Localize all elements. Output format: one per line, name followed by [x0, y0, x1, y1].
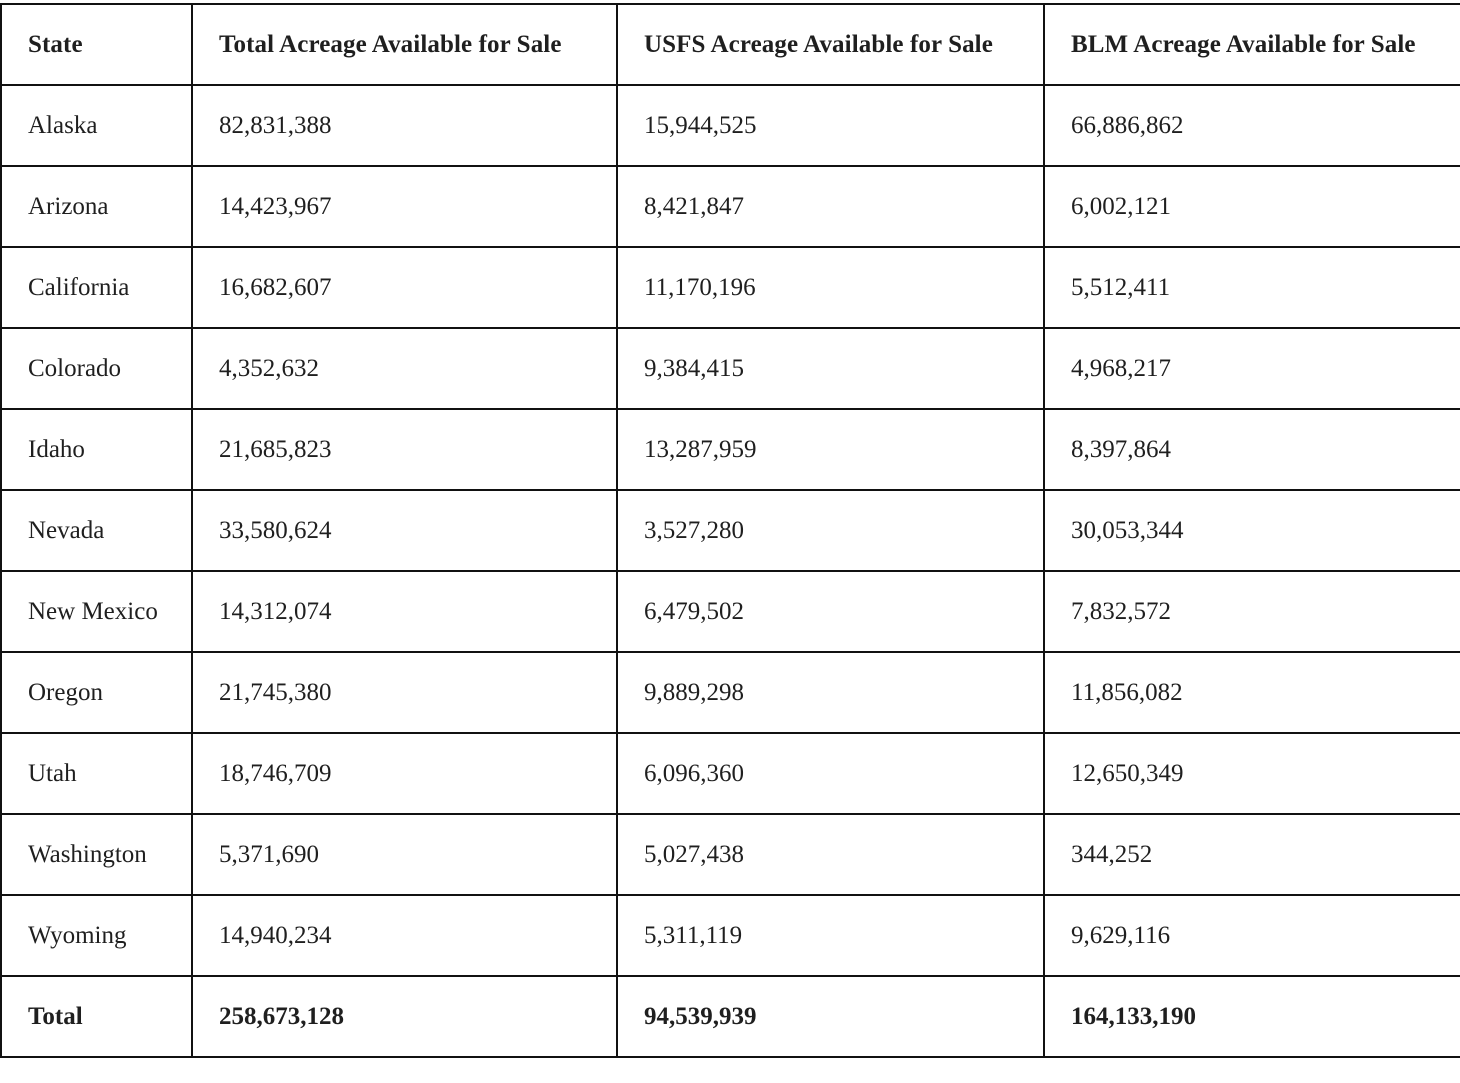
cell-total: 82,831,388 — [192, 85, 617, 166]
cell-usfs: 13,287,959 — [617, 409, 1044, 490]
cell-state: Wyoming — [1, 895, 192, 976]
cell-total: 21,745,380 — [192, 652, 617, 733]
cell-state: Utah — [1, 733, 192, 814]
table-row — [1, 733, 1460, 814]
total-acreage-sum: 258,673,128 — [192, 976, 617, 1057]
cell-blm: 4,968,217 — [1044, 328, 1460, 409]
cell-state: Alaska — [1, 85, 192, 166]
cell-blm: 6,002,121 — [1044, 166, 1460, 247]
cell-total: 14,940,234 — [192, 895, 617, 976]
cell-blm: 5,512,411 — [1044, 247, 1460, 328]
cell-blm: 11,856,082 — [1044, 652, 1460, 733]
cell-usfs: 6,096,360 — [617, 733, 1044, 814]
cell-total: 18,746,709 — [192, 733, 617, 814]
cell-total: 16,682,607 — [192, 247, 617, 328]
cell-blm: 9,629,116 — [1044, 895, 1460, 976]
header-blm-acreage: BLM Acreage Available for Sale — [1044, 4, 1460, 85]
cell-usfs: 5,311,119 — [617, 895, 1044, 976]
cell-total: 4,352,632 — [192, 328, 617, 409]
table-row — [1, 247, 1460, 328]
acreage-table — [0, 3, 1460, 1058]
cell-blm: 66,886,862 — [1044, 85, 1460, 166]
cell-blm: 12,650,349 — [1044, 733, 1460, 814]
table-row — [1, 409, 1460, 490]
cell-blm: 30,053,344 — [1044, 490, 1460, 571]
cell-state: Washington — [1, 814, 192, 895]
cell-usfs: 3,527,280 — [617, 490, 1044, 571]
table-row — [1, 328, 1460, 409]
table-row — [1, 652, 1460, 733]
total-label: Total — [1, 976, 192, 1057]
acreage-table-container — [0, 3, 1460, 1058]
cell-state: New Mexico — [1, 571, 192, 652]
cell-state: Colorado — [1, 328, 192, 409]
header-usfs-acreage: USFS Acreage Available for Sale — [617, 4, 1044, 85]
cell-state: Nevada — [1, 490, 192, 571]
cell-total: 5,371,690 — [192, 814, 617, 895]
cell-blm: 8,397,864 — [1044, 409, 1460, 490]
table-header-row — [1, 4, 1460, 85]
cell-total: 33,580,624 — [192, 490, 617, 571]
cell-state: Idaho — [1, 409, 192, 490]
cell-usfs: 8,421,847 — [617, 166, 1044, 247]
cell-state: Arizona — [1, 166, 192, 247]
cell-usfs: 11,170,196 — [617, 247, 1044, 328]
table-total-row — [1, 976, 1460, 1057]
cell-usfs: 15,944,525 — [617, 85, 1044, 166]
cell-total: 14,312,074 — [192, 571, 617, 652]
header-total-acreage: Total Acreage Available for Sale — [192, 4, 617, 85]
table-row — [1, 895, 1460, 976]
cell-usfs: 9,889,298 — [617, 652, 1044, 733]
cell-blm: 344,252 — [1044, 814, 1460, 895]
table-row — [1, 166, 1460, 247]
usfs-acreage-sum: 94,539,939 — [617, 976, 1044, 1057]
table-row — [1, 814, 1460, 895]
cell-usfs: 5,027,438 — [617, 814, 1044, 895]
table-row — [1, 85, 1460, 166]
header-state: State — [1, 4, 192, 85]
cell-total: 14,423,967 — [192, 166, 617, 247]
cell-state: California — [1, 247, 192, 328]
cell-usfs: 6,479,502 — [617, 571, 1044, 652]
cell-state: Oregon — [1, 652, 192, 733]
blm-acreage-sum: 164,133,190 — [1044, 976, 1460, 1057]
cell-blm: 7,832,572 — [1044, 571, 1460, 652]
cell-usfs: 9,384,415 — [617, 328, 1044, 409]
table-row — [1, 571, 1460, 652]
table-row — [1, 490, 1460, 571]
cell-total: 21,685,823 — [192, 409, 617, 490]
